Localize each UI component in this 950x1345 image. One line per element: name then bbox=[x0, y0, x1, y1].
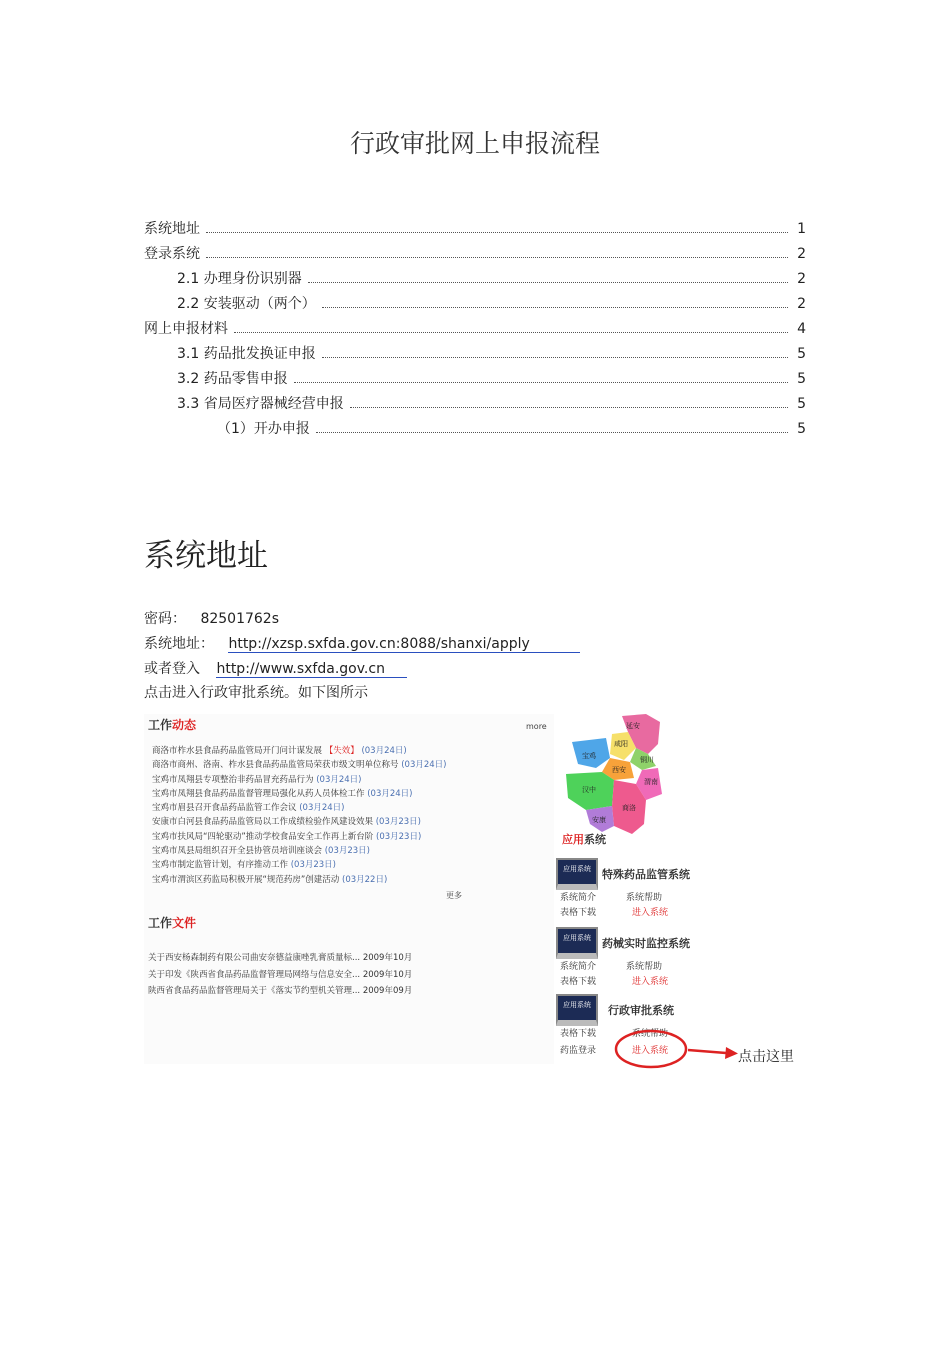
click-here-note: 点击这里 bbox=[738, 1049, 794, 1065]
news-item[interactable] bbox=[152, 758, 552, 772]
map-label: 汉中 bbox=[582, 786, 596, 794]
address-label: 系统地址： bbox=[144, 636, 214, 652]
page-title: 行政审批网上申报流程 bbox=[349, 129, 600, 158]
file-item[interactable] bbox=[148, 950, 548, 967]
arrow-line bbox=[688, 1050, 726, 1053]
toc-entry-page: 5 bbox=[797, 371, 806, 387]
toc-leader bbox=[308, 282, 788, 283]
more-link[interactable]: more bbox=[526, 722, 547, 731]
more-news-link[interactable]: 更多 bbox=[446, 891, 462, 900]
table-of-contents bbox=[144, 218, 806, 443]
toc-leader bbox=[322, 307, 788, 308]
form-download-link[interactable]: 表格下载 bbox=[560, 977, 597, 987]
toc-entry[interactable] bbox=[144, 268, 806, 293]
arrow-head-icon bbox=[725, 1047, 738, 1059]
toc-entry-label: 3.3 省局医疗器械经营申报 bbox=[177, 396, 344, 412]
news-list bbox=[152, 744, 552, 887]
news-heading: 工作动态 bbox=[148, 718, 197, 732]
toc-leader bbox=[294, 382, 788, 383]
news-item[interactable] bbox=[152, 873, 552, 887]
map-label: 咸阳 bbox=[614, 740, 628, 748]
toc-entry-page: 4 bbox=[797, 321, 806, 337]
file-item-date: 2009年10月 bbox=[362, 969, 413, 980]
news-item-date: (03月22日) bbox=[342, 874, 388, 885]
toc-leader bbox=[234, 332, 788, 333]
news-item-title: 宝鸡市凤翔县专项整治非药品冒充药品行为 bbox=[152, 774, 314, 785]
toc-entry[interactable] bbox=[144, 318, 806, 343]
toc-entry-label: 3.2 药品零售申报 bbox=[177, 371, 288, 387]
laptop-icon: 应用系统 bbox=[556, 994, 598, 1026]
toc-entry[interactable] bbox=[144, 293, 806, 318]
news-item-title: 宝鸡市扶风局“四轮驱动”推动学校食品安全工作再上新台阶 bbox=[152, 831, 374, 842]
password-label: 密码： bbox=[144, 611, 186, 627]
toc-entry[interactable] bbox=[144, 218, 806, 243]
toc-entry[interactable] bbox=[144, 368, 806, 393]
status-badge: 【失效】 bbox=[324, 746, 359, 756]
toc-entry[interactable] bbox=[144, 243, 806, 268]
system-help-link[interactable]: 系统帮助 bbox=[626, 893, 663, 903]
highlight-annotation bbox=[614, 1026, 744, 1070]
map-label: 延安 bbox=[626, 722, 640, 730]
toc-entry-page: 1 bbox=[797, 221, 806, 237]
enter-system-link[interactable]: 进入系统 bbox=[632, 1046, 669, 1056]
news-item-date: (03月23日) bbox=[376, 831, 422, 842]
news-item-title: 商洛市商州、洛南、柞水县食品药品监管局荣获市级文明单位称号 bbox=[152, 760, 399, 771]
news-item-title: 安康市白河县食品药品监管局以工作成绩检验作风建设效果 bbox=[152, 817, 374, 828]
system-entry-special-drugs bbox=[556, 858, 726, 890]
toc-entry-page: 2 bbox=[797, 296, 806, 312]
toc-leader bbox=[206, 232, 788, 233]
enter-system-link[interactable]: 进入系统 bbox=[632, 908, 669, 918]
news-item-date: (03月24日) bbox=[361, 746, 407, 756]
toc-leader bbox=[322, 357, 788, 358]
toc-leader bbox=[316, 432, 788, 433]
map-label: 渭南 bbox=[644, 778, 658, 786]
file-item[interactable] bbox=[148, 967, 548, 984]
news-item[interactable] bbox=[152, 801, 552, 815]
file-item-title: 陕西省食品药品监督管理局关于《落实节约型机关管理... bbox=[148, 986, 361, 996]
toc-entry[interactable] bbox=[144, 393, 806, 418]
alt-login-label: 或者登入 bbox=[144, 661, 200, 677]
files-list bbox=[148, 950, 548, 1000]
login-link[interactable]: 药监登录 bbox=[560, 1046, 597, 1056]
news-item[interactable] bbox=[152, 858, 552, 872]
news-item-date: (03月24日) bbox=[401, 760, 447, 771]
form-download-link[interactable]: 表格下载 bbox=[560, 908, 597, 918]
news-item-title: 宝鸡市渭滨区药监局积极开展“规范药房”创建活动 bbox=[152, 874, 340, 885]
toc-entry-page: 2 bbox=[797, 271, 806, 287]
system-name[interactable]: 行政审批系统 bbox=[608, 1004, 674, 1017]
toc-leader bbox=[350, 407, 788, 408]
system-entry-monitoring bbox=[556, 927, 726, 959]
toc-entry[interactable] bbox=[144, 343, 806, 368]
file-item-date: 2009年09月 bbox=[362, 986, 413, 996]
news-item[interactable] bbox=[152, 815, 552, 829]
toc-leader bbox=[206, 257, 788, 258]
toc-entry-label: 2.1 办理身份识别器 bbox=[177, 271, 302, 287]
password-line bbox=[144, 608, 279, 628]
news-item[interactable] bbox=[152, 787, 552, 801]
news-item-title: 宝鸡市制定监管计划，有序推动工作 bbox=[152, 860, 289, 871]
toc-entry-page: 5 bbox=[797, 421, 806, 437]
news-item-date: (03月24日) bbox=[367, 788, 413, 799]
news-item-date: (03月24日) bbox=[316, 774, 362, 785]
alt-login-line bbox=[144, 658, 407, 678]
news-item[interactable] bbox=[152, 830, 552, 844]
toc-entry-label: 网上申报材料 bbox=[144, 321, 228, 337]
file-item-title: 关于印发《陕西省食品药品监督管理局网络与信息安全... bbox=[148, 969, 361, 980]
system-address-link[interactable]: http://xzsp.sxfda.gov.cn:8088/shanxi/apply bbox=[228, 636, 580, 653]
system-intro-link[interactable]: 系统简介 bbox=[560, 893, 597, 903]
system-name[interactable]: 药械实时监控系统 bbox=[602, 937, 690, 950]
password-value: 82501762s bbox=[200, 611, 280, 627]
toc-entry-label: （1）开办申报 bbox=[217, 421, 310, 437]
news-item[interactable] bbox=[152, 844, 552, 858]
alt-login-link[interactable]: http://www.sxfda.gov.cn bbox=[216, 661, 407, 678]
map-label: 商洛 bbox=[622, 804, 636, 812]
system-entry-admin-approval bbox=[556, 994, 726, 1026]
system-name[interactable]: 特殊药品监管系统 bbox=[602, 868, 690, 881]
file-item-title: 关于西安杨森制药有限公司曲安奈德益康唑乳膏质量标... bbox=[148, 953, 361, 963]
news-item-title: 宝鸡市凤县局组织召开全县协管员培训座谈会 bbox=[152, 846, 323, 857]
files-heading: 工作文件 bbox=[148, 916, 197, 930]
toc-entry[interactable] bbox=[144, 418, 806, 443]
news-item-date: (03月24日) bbox=[299, 803, 345, 814]
file-item-date: 2009年10月 bbox=[362, 953, 413, 963]
system-help-link[interactable]: 系统帮助 bbox=[632, 1029, 669, 1039]
system-intro-link[interactable]: 系统简介 bbox=[560, 962, 597, 972]
toc-entry-page: 5 bbox=[797, 346, 806, 362]
news-item-date: (03月23日) bbox=[290, 860, 336, 871]
laptop-icon: 应用系统 bbox=[556, 927, 598, 959]
file-item[interactable] bbox=[148, 983, 548, 1000]
form-download-link[interactable]: 表格下载 bbox=[560, 1029, 597, 1039]
embedded-screenshot bbox=[144, 714, 806, 1074]
map-label: 宝鸡 bbox=[582, 752, 596, 760]
highlight-circle bbox=[616, 1031, 686, 1067]
laptop-icon: 应用系统 bbox=[556, 858, 598, 890]
enter-system-link[interactable]: 进入系统 bbox=[632, 977, 669, 987]
toc-entry-label: 2.2 安装驱动（两个） bbox=[177, 296, 316, 312]
news-item[interactable] bbox=[152, 744, 552, 758]
map-label: 西安 bbox=[612, 766, 626, 774]
news-item-title: 宝鸡市凤翔县食品药品监督管理局强化从药人员体检工作 bbox=[152, 788, 365, 799]
toc-entry-page: 2 bbox=[797, 246, 806, 262]
news-item-title: 宝鸡市眉县召开食品药品监管工作会议 bbox=[152, 803, 297, 814]
map-label: 铜川 bbox=[640, 756, 654, 764]
address-line bbox=[144, 633, 580, 653]
news-item-title: 商洛市柞水县食品药品监管局开门问计谋发展 bbox=[152, 746, 323, 756]
toc-entry-label: 3.1 药品批发换证申报 bbox=[177, 346, 316, 362]
toc-entry-page: 5 bbox=[797, 396, 806, 412]
toc-entry-label: 系统地址 bbox=[144, 221, 200, 237]
news-item[interactable] bbox=[152, 773, 552, 787]
apps-heading: 应用系统 bbox=[562, 833, 606, 846]
province-map bbox=[562, 714, 662, 839]
news-item-date: (03月23日) bbox=[375, 817, 421, 828]
system-help-link[interactable]: 系统帮助 bbox=[626, 962, 663, 972]
instruction-text: 点击进入行政审批系统。如下图所示 bbox=[144, 685, 368, 701]
toc-entry-label: 登录系统 bbox=[144, 246, 200, 262]
section-title: 系统地址 bbox=[144, 538, 268, 574]
map-label: 安康 bbox=[592, 816, 606, 824]
news-item-date: (03月23日) bbox=[324, 846, 370, 857]
